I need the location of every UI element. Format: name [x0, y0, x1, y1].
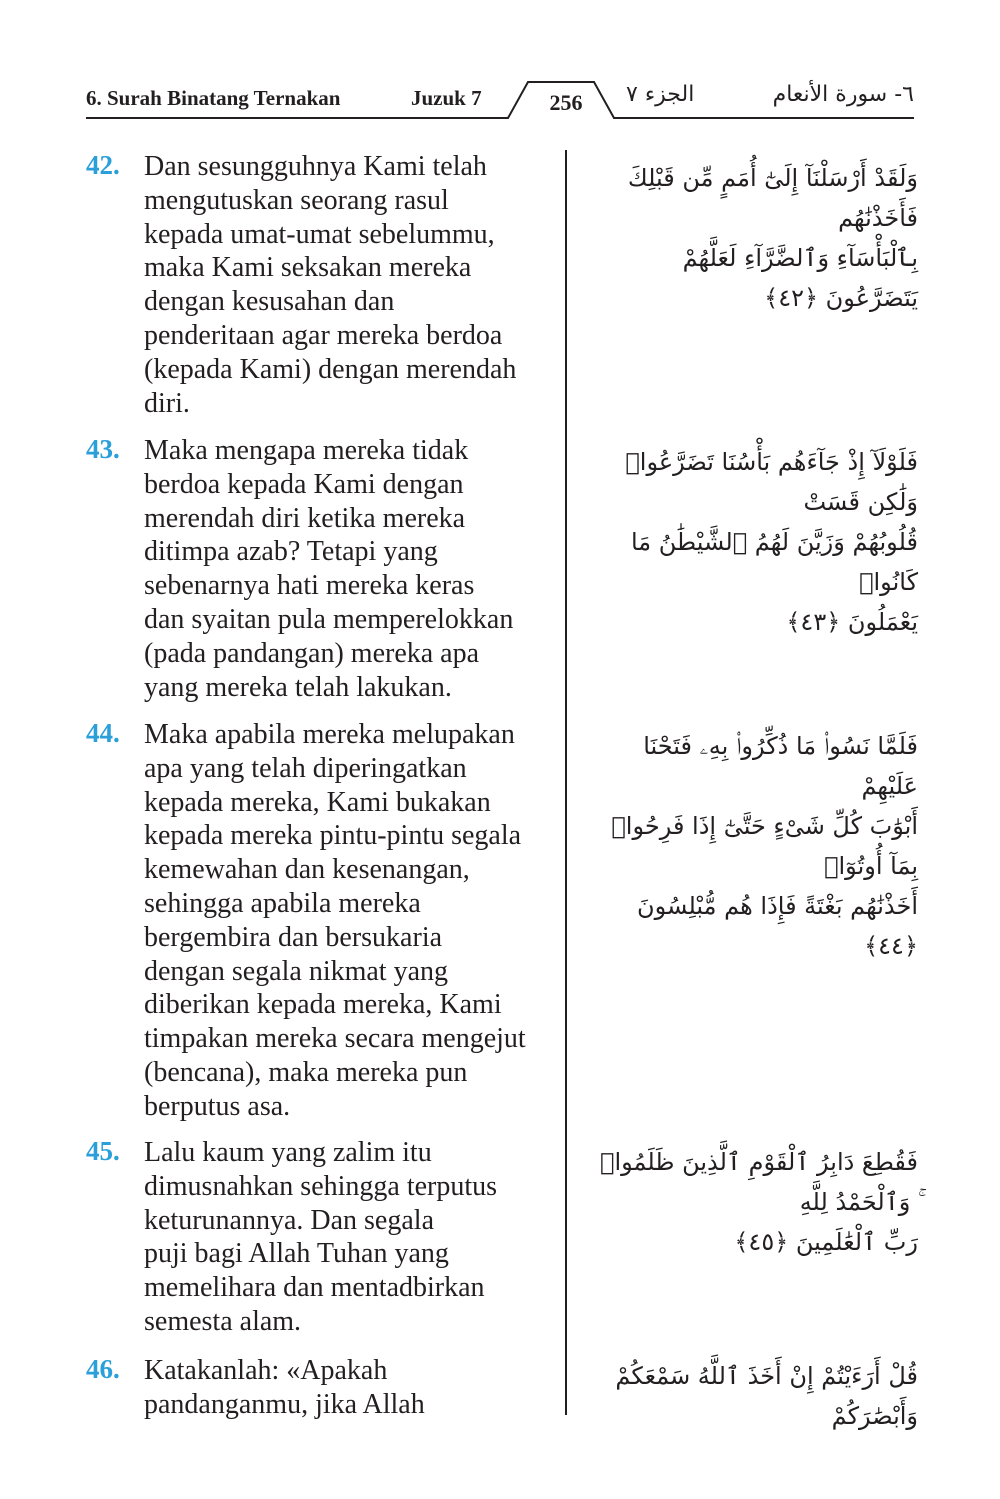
verse-44-arabic: فَلَمَّا نَسُوا۟ مَا ذُكِّرُوا۟ بِهِۦ فَتَحْنَا عَلَيْهِمْ أَبْوَٰبَ كُلِّ شَىْءٍ حَتَّىٰٓ إِذَا فَرِحُوا۟ بِمَآ أُوتُوٓا۟ أَخَذْنَٰهُم بَغْتَةً فَإِذَا هُم مُّبْلِسُونَ ﴿٤٤﴾ — [611, 732, 918, 960]
verse-translation-text: Dan sesungguhnya Kami telah mengutuskan seorang rasul kepada umat-umat sebelummu, maka Kami seksakan mereka dengan kesusahan dan penderitaan agar mereka berdoa (kepada Kami) dengan merendah diri. — [144, 151, 517, 419]
surah-arabic-title: ٦- سورة الأنعام — [772, 82, 914, 107]
page-header — [86, 0, 914, 130]
verse-translation-text: Lalu kaum yang zalim itu dimusnahkan sehingga terputus keturunannya. Dan segala puji bagi Allah Tuhan yang memelihara dan mentadbirkan semesta alam. — [144, 1137, 498, 1337]
verse-translation-text: Maka apabila mereka melupakan apa yang telah diperingatkan kepada mereka, Kami bukakan kepada mereka pintu-pintu segala kemewahan dan kesenangan, sehingga apabila mereka bergembira dan bersukaria dengan segala nikmat yang diberikan kepada mereka, Kami timpakan mereka secara mengejut (bencana), maka mereka pun berputus asa. — [144, 719, 526, 1122]
verse-translation-text: Katakanlah: «Apakah pandanganmu, jika Allah — [144, 1355, 425, 1420]
verse-number: 44. — [86, 718, 120, 748]
verse-number: 43. — [86, 434, 120, 464]
verse-42-arabic: وَلَقَدْ أَرْسَلْنَآ إِلَىٰٓ أُمَمٍ مِّن قَبْلِكَ فَأَخَذْنَٰهُم بِٱلْبَأْسَآءِ وَٱلضَّرَّآءِ لَعَلَّهُمْ يَتَضَرَّعُونَ ﴿٤٢﴾ — [627, 164, 918, 312]
verse-number: 42. — [86, 150, 120, 180]
column-divider — [565, 150, 567, 1415]
verse-46-arabic: قُلْ أَرَءَيْتُمْ إِنْ أَخَذَ ٱللَّهُ سَمْعَكُمْ وَأَبْصَٰرَكُمْ — [615, 1362, 918, 1430]
page-number: 256 — [549, 90, 583, 115]
verse-translation-text: Maka mengapa mereka tidak berdoa kepada Kami dengan merendah diri ketika mereka ditimpa azab? Tetapi yang sebenarnya hati mereka keras dan syaitan pula memperelokkan (pada pandangan) mereka apa yang mereka telah lakukan. — [144, 435, 514, 703]
surah-title: 6. Surah Binatang Ternakan — [86, 86, 341, 110]
verse-number: 46. — [86, 1354, 120, 1384]
verse-43-arabic: فَلَوْلَآ إِذْ جَآءَهُم بَأْسُنَا تَضَرَّعُوا۟ وَلَٰكِن قَسَتْ قُلُوبُهُمْ وَزَيَّنَ لَهُمُ ٱلشَّيْطَٰنُ مَا كَانُوا۟ يَعْمَلُونَ ﴿٤٣﴾ — [625, 448, 918, 636]
verse-number: 45. — [86, 1136, 120, 1166]
juzuk-label: Juzuk 7 — [411, 86, 482, 110]
verse-45-arabic: فَقُطِعَ دَابِرُ ٱلْقَوْمِ ٱلَّذِينَ ظَلَمُوا۟ وَٱلْحَمْدُ لِلَّهِ رَبِّ ٱلْعَٰلَمِينَ ﴿٤٥﴾ — [600, 1148, 918, 1256]
juz-arabic-label: الجزء ٧ — [626, 82, 695, 107]
